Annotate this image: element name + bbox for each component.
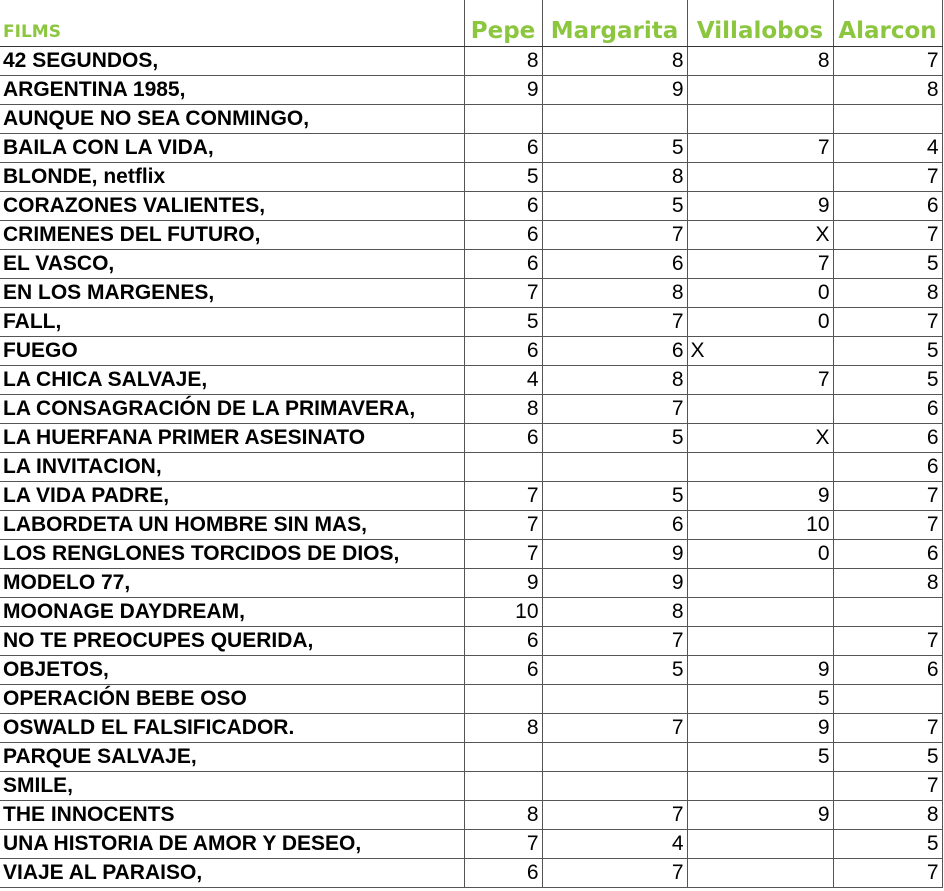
score-cell-pepe[interactable]: 4 (464, 366, 542, 395)
score-cell-margarita[interactable]: 7 (542, 395, 687, 424)
score-cell-pepe[interactable]: 8 (464, 395, 542, 424)
score-cell-margarita[interactable] (542, 685, 687, 714)
score-cell-alarcon[interactable]: 8 (833, 801, 942, 830)
table-row (0, 830, 942, 859)
score-cell-villalobos[interactable] (687, 395, 833, 424)
table-row (0, 598, 942, 627)
score-cell-alarcon[interactable]: 7 (833, 772, 942, 801)
score-cell-alarcon[interactable]: 7 (833, 221, 942, 250)
score-cell-margarita[interactable]: 7 (542, 221, 687, 250)
film-title-cell[interactable]: CRIMENES DEL FUTURO, (0, 221, 464, 250)
table-row (0, 366, 942, 395)
score-cell-margarita[interactable]: 6 (542, 250, 687, 279)
table-row (0, 540, 942, 569)
score-cell-pepe[interactable]: 10 (464, 598, 542, 627)
table-row (0, 801, 942, 830)
score-cell-villalobos[interactable]: 5 (687, 743, 833, 772)
score-cell-alarcon[interactable]: 7 (833, 482, 942, 511)
film-title-cell[interactable]: OPERACIÓN BEBE OSO (0, 685, 464, 714)
score-cell-pepe[interactable]: 6 (464, 424, 542, 453)
score-cell-villalobos[interactable]: 9 (687, 482, 833, 511)
column-header-films[interactable]: FILMS (0, 0, 464, 47)
score-cell-villalobos[interactable]: 0 (687, 308, 833, 337)
score-cell-villalobos[interactable] (687, 105, 833, 134)
film-title-cell[interactable]: OBJETOS, (0, 656, 464, 685)
score-cell-villalobos[interactable]: 0 (687, 540, 833, 569)
score-cell-margarita[interactable]: 8 (542, 279, 687, 308)
score-cell-margarita[interactable]: 9 (542, 569, 687, 598)
score-cell-alarcon[interactable]: 6 (833, 395, 942, 424)
film-title-cell[interactable]: EN LOS MARGENES, (0, 279, 464, 308)
score-cell-margarita[interactable] (542, 743, 687, 772)
score-cell-villalobos[interactable]: 8 (687, 47, 833, 76)
score-cell-pepe[interactable]: 7 (464, 511, 542, 540)
score-cell-villalobos[interactable]: 7 (687, 134, 833, 163)
table-row (0, 424, 942, 453)
table-row (0, 163, 942, 192)
score-cell-alarcon[interactable]: 6 (833, 453, 942, 482)
film-title-cell[interactable]: EL VASCO, (0, 250, 464, 279)
column-header-pepe[interactable]: Pepe (464, 0, 542, 47)
score-cell-alarcon[interactable]: 7 (833, 163, 942, 192)
score-cell-margarita[interactable]: 7 (542, 801, 687, 830)
film-title-cell[interactable]: VIAJE AL PARAISO, (0, 859, 464, 888)
table-row (0, 656, 942, 685)
score-cell-margarita[interactable]: 5 (542, 482, 687, 511)
score-cell-margarita[interactable] (542, 105, 687, 134)
score-cell-villalobos[interactable]: 9 (687, 714, 833, 743)
score-cell-pepe[interactable]: 6 (464, 250, 542, 279)
table-row (0, 250, 942, 279)
score-cell-villalobos[interactable] (687, 859, 833, 888)
film-title-cell[interactable]: AUNQUE NO SEA CONMINGO, (0, 105, 464, 134)
score-cell-alarcon[interactable]: 6 (833, 192, 942, 221)
film-title-cell[interactable]: NO TE PREOCUPES QUERIDA, (0, 627, 464, 656)
score-cell-alarcon[interactable] (833, 598, 942, 627)
score-cell-alarcon[interactable]: 5 (833, 337, 942, 366)
score-cell-pepe[interactable] (464, 105, 542, 134)
score-cell-pepe[interactable]: 7 (464, 482, 542, 511)
score-cell-alarcon[interactable]: 7 (833, 47, 942, 76)
film-title-cell[interactable]: FUEGO (0, 337, 464, 366)
score-cell-pepe[interactable]: 6 (464, 656, 542, 685)
table-row (0, 453, 942, 482)
score-cell-alarcon[interactable]: 5 (833, 830, 942, 859)
film-title-cell[interactable]: BLONDE, netflix (0, 163, 464, 192)
film-title-cell[interactable]: THE INNOCENTS (0, 801, 464, 830)
film-title-cell[interactable]: OSWALD EL FALSIFICADOR. (0, 714, 464, 743)
table-row (0, 308, 942, 337)
score-cell-alarcon[interactable]: 7 (833, 714, 942, 743)
score-cell-margarita[interactable]: 8 (542, 47, 687, 76)
film-title-cell[interactable]: LA CHICA SALVAJE, (0, 366, 464, 395)
table-row (0, 627, 942, 656)
score-cell-alarcon[interactable]: 8 (833, 76, 942, 105)
score-cell-margarita[interactable]: 5 (542, 656, 687, 685)
score-cell-alarcon[interactable]: 6 (833, 656, 942, 685)
table-row (0, 192, 942, 221)
film-title-cell[interactable]: UNA HISTORIA DE AMOR Y DESEO, (0, 830, 464, 859)
score-cell-margarita[interactable]: 6 (542, 511, 687, 540)
column-header-margarita[interactable]: Margarita (542, 0, 687, 47)
score-cell-villalobos[interactable] (687, 76, 833, 105)
film-title-cell[interactable]: CORAZONES VALIENTES, (0, 192, 464, 221)
score-cell-alarcon[interactable]: 5 (833, 743, 942, 772)
score-cell-pepe[interactable] (464, 685, 542, 714)
score-cell-margarita[interactable]: 6 (542, 337, 687, 366)
score-cell-pepe[interactable]: 7 (464, 540, 542, 569)
table-row (0, 743, 942, 772)
score-cell-alarcon[interactable]: 8 (833, 569, 942, 598)
score-cell-villalobos[interactable]: 0 (687, 279, 833, 308)
column-header-alarcon[interactable]: Alarcon (833, 0, 942, 47)
score-cell-pepe[interactable] (464, 772, 542, 801)
table-row (0, 337, 942, 366)
score-cell-margarita[interactable]: 5 (542, 192, 687, 221)
score-cell-pepe[interactable] (464, 743, 542, 772)
score-cell-alarcon[interactable]: 4 (833, 134, 942, 163)
score-cell-margarita[interactable]: 9 (542, 540, 687, 569)
score-cell-margarita[interactable]: 4 (542, 830, 687, 859)
table-row (0, 76, 942, 105)
score-cell-alarcon[interactable]: 6 (833, 424, 942, 453)
score-cell-alarcon[interactable]: 7 (833, 308, 942, 337)
header-row (0, 0, 942, 47)
film-title-cell[interactable]: MOONAGE DAYDREAM, (0, 598, 464, 627)
score-cell-pepe[interactable]: 5 (464, 163, 542, 192)
film-title-cell[interactable]: LA INVITACION, (0, 453, 464, 482)
score-cell-pepe[interactable]: 7 (464, 830, 542, 859)
film-title-cell[interactable]: LA CONSAGRACIÓN DE LA PRIMAVERA, (0, 395, 464, 424)
score-cell-villalobos[interactable]: 9 (687, 192, 833, 221)
film-title-cell[interactable]: BAILA CON LA VIDA, (0, 134, 464, 163)
score-cell-alarcon[interactable]: 6 (833, 540, 942, 569)
score-cell-villalobos[interactable] (687, 598, 833, 627)
score-cell-pepe[interactable]: 6 (464, 337, 542, 366)
score-cell-villalobos[interactable] (687, 163, 833, 192)
score-cell-pepe[interactable]: 8 (464, 801, 542, 830)
score-cell-villalobos[interactable] (687, 453, 833, 482)
score-cell-margarita[interactable]: 9 (542, 76, 687, 105)
table-row (0, 134, 942, 163)
table-row (0, 395, 942, 424)
score-cell-villalobos[interactable] (687, 830, 833, 859)
table-row (0, 859, 942, 888)
film-title-cell[interactable]: LABORDETA UN HOMBRE SIN MAS, (0, 511, 464, 540)
score-cell-pepe[interactable]: 6 (464, 221, 542, 250)
score-cell-pepe[interactable]: 5 (464, 308, 542, 337)
film-title-cell[interactable]: ARGENTINA 1985, (0, 76, 464, 105)
score-cell-villalobos[interactable]: 5 (687, 685, 833, 714)
score-cell-villalobos[interactable]: X (687, 337, 833, 366)
score-cell-villalobos[interactable]: X (687, 424, 833, 453)
score-cell-pepe[interactable]: 8 (464, 47, 542, 76)
film-title-cell[interactable]: 42 SEGUNDOS, (0, 47, 464, 76)
table-row (0, 714, 942, 743)
score-cell-villalobos[interactable]: 9 (687, 656, 833, 685)
table-row (0, 569, 942, 598)
table-row (0, 105, 942, 134)
film-title-cell[interactable]: MODELO 77, (0, 569, 464, 598)
film-title-cell[interactable]: LA VIDA PADRE, (0, 482, 464, 511)
score-cell-villalobos[interactable]: 7 (687, 366, 833, 395)
score-cell-villalobos[interactable]: 9 (687, 801, 833, 830)
score-cell-margarita[interactable]: 7 (542, 308, 687, 337)
score-cell-margarita[interactable]: 7 (542, 859, 687, 888)
score-cell-villalobos[interactable]: X (687, 221, 833, 250)
table-row (0, 47, 942, 76)
table-row (0, 772, 942, 801)
table-row (0, 685, 942, 714)
score-cell-alarcon[interactable]: 7 (833, 511, 942, 540)
score-cell-alarcon[interactable]: 5 (833, 366, 942, 395)
column-header-villalobos[interactable]: Villalobos (687, 0, 833, 47)
table-row (0, 482, 942, 511)
score-cell-margarita[interactable] (542, 453, 687, 482)
score-cell-alarcon[interactable] (833, 105, 942, 134)
film-title-cell[interactable]: SMILE, (0, 772, 464, 801)
score-cell-alarcon[interactable]: 8 (833, 279, 942, 308)
score-cell-margarita[interactable]: 5 (542, 424, 687, 453)
score-cell-pepe[interactable]: 7 (464, 279, 542, 308)
score-cell-alarcon[interactable]: 5 (833, 250, 942, 279)
film-title-cell[interactable]: LOS RENGLONES TORCIDOS DE DIOS, (0, 540, 464, 569)
score-cell-margarita[interactable] (542, 772, 687, 801)
score-cell-margarita[interactable]: 7 (542, 714, 687, 743)
score-cell-pepe[interactable]: 6 (464, 134, 542, 163)
table-row (0, 221, 942, 250)
score-cell-pepe[interactable]: 6 (464, 859, 542, 888)
score-cell-margarita[interactable]: 8 (542, 598, 687, 627)
score-cell-margarita[interactable]: 8 (542, 366, 687, 395)
score-cell-margarita[interactable]: 8 (542, 163, 687, 192)
score-cell-villalobos[interactable] (687, 772, 833, 801)
score-cell-pepe[interactable]: 9 (464, 569, 542, 598)
table-row (0, 511, 942, 540)
score-cell-alarcon[interactable] (833, 685, 942, 714)
score-cell-pepe[interactable]: 6 (464, 627, 542, 656)
film-title-cell[interactable]: LA HUERFANA PRIMER ASESINATO (0, 424, 464, 453)
score-cell-alarcon[interactable]: 7 (833, 859, 942, 888)
score-cell-villalobos[interactable] (687, 569, 833, 598)
score-cell-margarita[interactable]: 7 (542, 627, 687, 656)
film-title-cell[interactable]: PARQUE SALVAJE, (0, 743, 464, 772)
score-cell-villalobos[interactable]: 7 (687, 250, 833, 279)
score-cell-pepe[interactable]: 6 (464, 192, 542, 221)
score-cell-margarita[interactable]: 5 (542, 134, 687, 163)
score-cell-pepe[interactable]: 8 (464, 714, 542, 743)
score-cell-alarcon[interactable]: 7 (833, 627, 942, 656)
score-cell-pepe[interactable]: 9 (464, 76, 542, 105)
score-cell-pepe[interactable] (464, 453, 542, 482)
film-title-cell[interactable]: FALL, (0, 308, 464, 337)
score-cell-villalobos[interactable]: 10 (687, 511, 833, 540)
table-row (0, 279, 942, 308)
score-cell-villalobos[interactable] (687, 627, 833, 656)
